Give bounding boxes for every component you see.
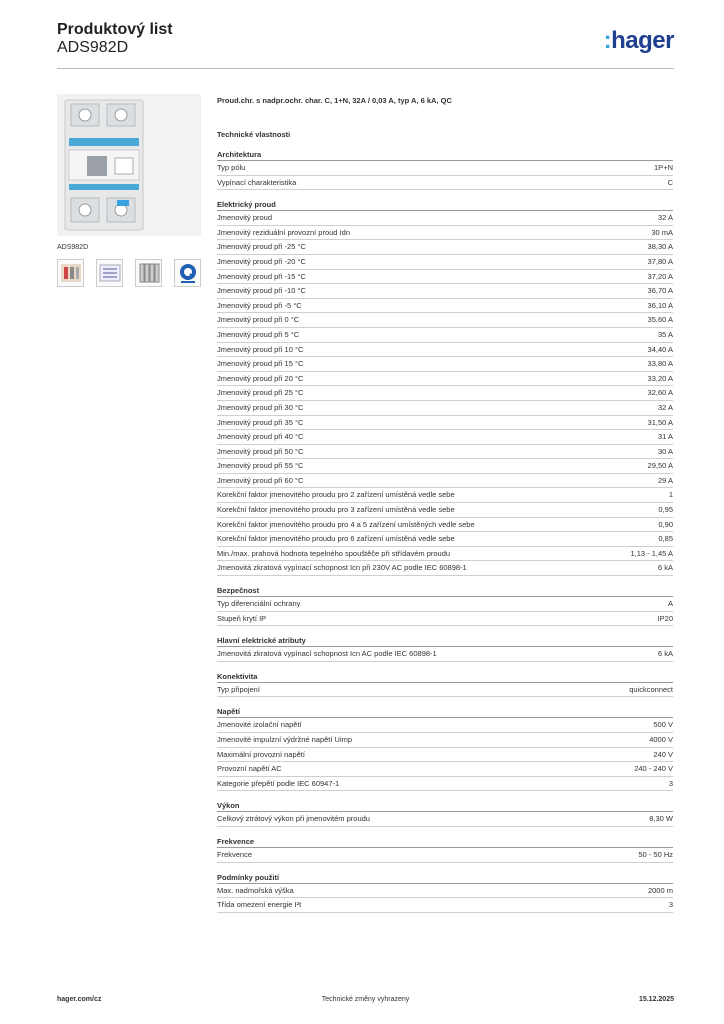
spec-label: Jmenovitý proud při 30 °C [217, 402, 304, 412]
spec-label: Jmenovitý proud při 25 °C [217, 388, 304, 398]
spec-label: Typ diferenciální ochrany [217, 599, 301, 609]
spec-value: 31 A [657, 432, 673, 442]
spec-value: 36,70 A [647, 286, 673, 296]
spec-section [217, 635, 673, 662]
spec-row [217, 532, 673, 547]
spec-label: Maximální provozní napětí [217, 749, 305, 759]
spec-label: Celkový ztrátový výkon při jmenovitém proudu [217, 814, 370, 824]
spec-section [217, 836, 673, 863]
spec-value: 32 A [657, 213, 673, 223]
spec-row [217, 748, 673, 763]
spec-value: 4000 V [649, 735, 673, 744]
spec-value: 0,85 [658, 534, 673, 544]
spec-label: Stupeň krytí IP [217, 613, 267, 623]
spec-row [217, 284, 673, 299]
spec-label: Jmenovitý proud při -20 °C [217, 256, 306, 266]
tech-properties-heading: Technické vlastnosti [217, 130, 291, 139]
spec-sections [217, 149, 673, 913]
spec-label: Min./max. prahová hodnota tepelného spouštěče při střídavém proudu [217, 548, 451, 558]
section-title: Konektivita [217, 671, 673, 683]
spec-row [217, 848, 673, 863]
spec-value: 240 - 240 V [634, 764, 673, 774]
spec-value: 35,60 A [647, 315, 673, 325]
spec-value: 50 - 50 Hz [638, 849, 673, 859]
product-description: Proud.chr. s nadpr.ochr. char. C, 1+N, 32A / 0,03 A, typ A, 6 kA, QC [217, 96, 452, 105]
thumbnail-photo[interactable] [57, 259, 84, 287]
spec-row [217, 683, 673, 698]
spec-label: Jmenovitý proud při -10 °C [217, 286, 306, 296]
spec-row [217, 459, 673, 474]
spec-row [217, 386, 673, 401]
section-title: Bezpečnost [217, 585, 673, 597]
spec-row [217, 401, 673, 416]
spec-value: 0,95 [658, 505, 673, 515]
spec-label: Jmenovitý proud při 40 °C [217, 432, 304, 442]
spec-label: Korekční faktor jmenovitého proudu pro 6 zařízení umístěná vedle sebe [217, 534, 455, 544]
spec-label: Jmenovitý proud při 50 °C [217, 446, 304, 456]
spec-label: Třída omezení energie I²t [217, 900, 302, 910]
spec-section [217, 149, 673, 190]
spec-label: Vypínací charakteristika [217, 177, 297, 187]
header-divider [57, 68, 674, 69]
spec-label: Jmenovitý proud při -25 °C [217, 242, 306, 252]
spec-label: Jmenovitý proud při 35 °C [217, 417, 304, 427]
spec-row [217, 430, 673, 445]
spec-section [217, 199, 673, 576]
spec-value: 32,60 A [647, 388, 673, 398]
spec-row [217, 518, 673, 533]
spec-label: Jmenovitý proud při 5 °C [217, 329, 300, 339]
spec-row [217, 718, 673, 733]
spec-label: Max. nadmořská výška [217, 885, 294, 895]
spec-label: Jmenovitý reziduální provozní proud Idn [217, 227, 350, 237]
spec-row [217, 488, 673, 503]
spec-label: Jmenovitý proud při 55 °C [217, 461, 304, 471]
spec-label: Kategorie přepětí podle IEC 60947-1 [217, 778, 340, 788]
spec-row [217, 612, 673, 627]
spec-row [217, 299, 673, 314]
spec-label: Korekční faktor jmenovitého proudu pro 3 zařízení umístěná vedle sebe [217, 505, 455, 515]
hager-logo [604, 27, 674, 55]
spec-label: Jmenovitá zkratová vypínací schopnost Icn při 230V AC podle IEC 60898-1 [217, 563, 467, 573]
spec-row [217, 255, 673, 270]
product-media [57, 94, 201, 287]
spec-row [217, 357, 673, 372]
spec-section [217, 671, 673, 698]
spec-row [217, 812, 673, 827]
spec-row [217, 226, 673, 241]
spec-value: C [667, 177, 673, 187]
spec-label: Typ připojení [217, 684, 260, 694]
spec-label: Frekvence [217, 849, 253, 859]
spec-value: 36,10 A [647, 300, 673, 310]
section-title: Frekvence [217, 836, 673, 848]
spec-row [217, 762, 673, 777]
section-title: Elektrický proud [217, 199, 673, 211]
spec-value: 8,30 W [649, 814, 673, 824]
spec-row [217, 313, 673, 328]
spec-row [217, 898, 673, 913]
spec-row [217, 777, 673, 792]
footer-disclaimer: Technické změny vyhrazeny [321, 996, 410, 1003]
spec-value: 31,50 A [647, 417, 673, 427]
spec-value: 1P+N [654, 163, 673, 172]
spec-label: Jmenovitý proud při 15 °C [217, 359, 304, 369]
spec-value: 38,30 A [647, 242, 673, 252]
spec-label: Jmenovitý proud při 10 °C [217, 344, 304, 354]
spec-value: 6 kA [657, 649, 673, 659]
spec-section [217, 872, 673, 913]
panel-icon [97, 260, 123, 286]
section-title: Výkon [217, 800, 673, 812]
spec-value: 30 mA [651, 227, 673, 237]
spec-row [217, 884, 673, 899]
footer-date: 15.12.2025 [638, 996, 674, 1003]
spec-value: 0,90 [658, 519, 673, 529]
section-title: Hlavní elektrické atributy [217, 635, 673, 647]
spec-label: Jmenovitý proud při -15 °C [217, 271, 306, 281]
spec-row [217, 561, 673, 576]
spec-label: Provozní napětí AC [217, 764, 282, 774]
spec-value: 29 A [657, 475, 673, 485]
spec-section [217, 706, 673, 791]
spec-value: IP20 [657, 613, 673, 623]
spec-label: Typ pólu [217, 163, 246, 172]
spec-value: 3 [668, 778, 673, 788]
spec-label: Jmenovitý proud [217, 213, 273, 223]
spec-label: Jmenovité impulzní výdržné napětí Uimp [217, 735, 353, 744]
spec-label: Jmenovitý proud při 60 °C [217, 475, 304, 485]
spec-value: 34,40 A [647, 344, 673, 354]
spec-row [217, 176, 673, 191]
modules-icon [136, 260, 162, 286]
spec-row [217, 211, 673, 226]
spec-label: Jmenovitý proud při -5 °C [217, 300, 302, 310]
spec-value: 37,20 A [647, 271, 673, 281]
spec-value: 500 V [653, 720, 673, 730]
spec-value: 240 V [653, 749, 673, 759]
spec-label: Jmenovité izolační napětí [217, 720, 302, 730]
spec-section [217, 800, 673, 827]
spec-row [217, 597, 673, 612]
circuit-breaker-icon [57, 94, 201, 236]
section-title: Podmínky použití [217, 872, 673, 884]
spec-label: Korekční faktor jmenovitého proudu pro 4 a 5 zařízení umístěných vedle sebe [217, 519, 475, 529]
spec-row [217, 416, 673, 431]
spec-column [217, 96, 673, 922]
spec-value: 35 A [657, 329, 673, 339]
spec-value: 33,80 A [647, 359, 673, 369]
page-header [57, 19, 674, 69]
logo-dots-icon: : [603, 27, 612, 54]
installation-photo-icon [58, 260, 84, 286]
spec-value: quickconnect [629, 684, 673, 694]
thumbnail-modules[interactable] [135, 259, 162, 287]
quickconnect-logo-icon [175, 260, 201, 286]
spec-row [217, 161, 673, 176]
spec-section [217, 585, 673, 626]
section-title: Napětí [217, 706, 673, 718]
logo-text: hager [611, 27, 674, 54]
thumbnail-quickconnect[interactable] [174, 259, 201, 287]
spec-row [217, 647, 673, 662]
spec-row [217, 240, 673, 255]
spec-value: 29,50 A [647, 461, 673, 471]
spec-value: A [667, 599, 673, 609]
spec-row [217, 503, 673, 518]
spec-value: 30 A [657, 446, 673, 456]
spec-row [217, 733, 673, 748]
footer-website[interactable]: hager.com/cz [57, 996, 102, 1003]
thumbnail-panel[interactable] [96, 259, 123, 287]
spec-value: 32 A [657, 402, 673, 412]
spec-label: Korekční faktor jmenovitého proudu pro 2 zařízení umístěná vedle sebe [217, 490, 455, 500]
spec-value: 1 [668, 490, 673, 500]
spec-row [217, 445, 673, 460]
spec-value: 33,20 A [647, 373, 673, 383]
spec-row [217, 343, 673, 358]
spec-value: 2000 m [647, 885, 673, 895]
section-title: Architektura [217, 149, 673, 161]
spec-row [217, 328, 673, 343]
spec-label: Jmenovitý proud při 0 °C [217, 315, 300, 325]
spec-row [217, 372, 673, 387]
spec-label: Jmenovitá zkratová vypínací schopnost Icn AC podle IEC 60898-1 [217, 649, 437, 659]
spec-row [217, 547, 673, 562]
spec-label: Jmenovitý proud při 20 °C [217, 373, 304, 383]
spec-value: 1,13 - 1,45 A [630, 548, 673, 558]
doc-title: Produktový list [57, 21, 173, 38]
thumbnail-strip [57, 259, 201, 287]
product-image[interactable] [57, 94, 201, 236]
spec-row [217, 474, 673, 489]
spec-value: 3 [668, 900, 673, 910]
spec-row [217, 270, 673, 285]
product-image-caption: ADS982D [57, 244, 89, 251]
spec-value: 6 kA [657, 563, 673, 573]
spec-value: 37,80 A [647, 256, 673, 266]
doc-product-code: ADS982D [57, 39, 129, 56]
